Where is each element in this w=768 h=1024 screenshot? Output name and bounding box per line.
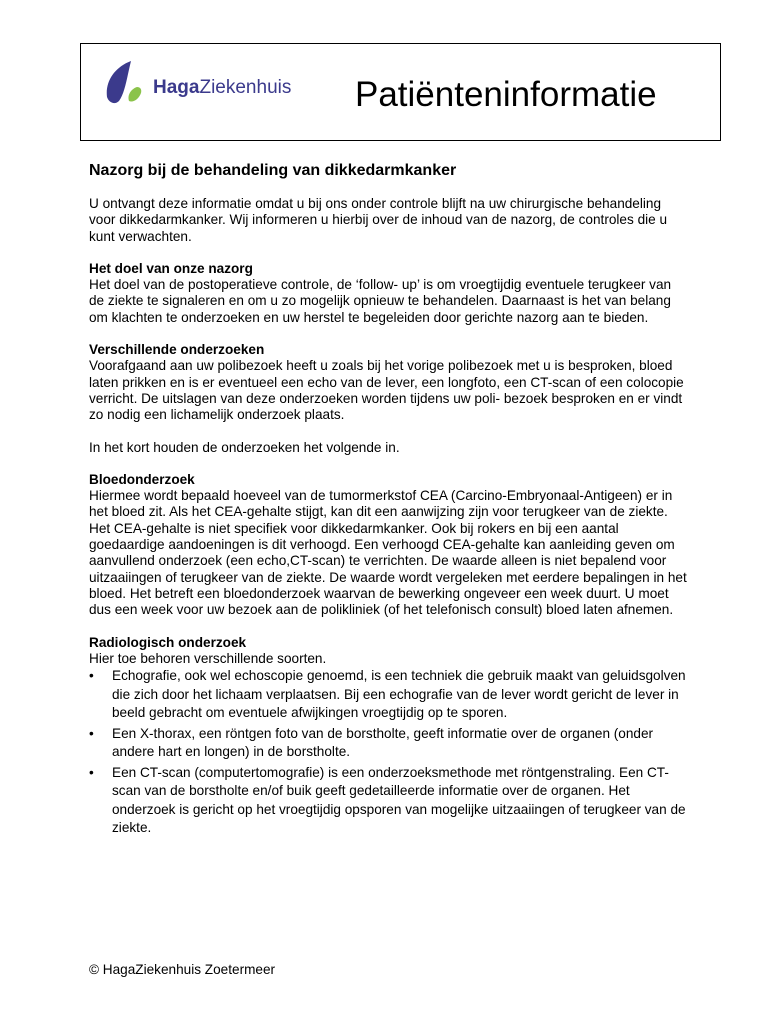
list-item-text: Echografie, ook wel echoscopie genoemd, is een techniek die gebruik maakt van geluidsgolven die zich door het lichaam verplaatsen. Bij een echografie van de lever wordt gericht de lever in beeld gebracht om eventuele afwijkingen vroegtijdig op te sporen.: [112, 668, 686, 721]
section-heading: Bloedonderzoek: [89, 471, 195, 487]
bullet-icon: •: [89, 764, 94, 780]
list-item: [89, 667, 689, 723]
intro-paragraph: U ontvangt deze informatie omdat u bij ons onder controle blijft na uw chirurgische behandeling voor dikkedarmkanker. Wij informeren u hierbij over de inhoud van de nazorg, de controles die u kunt verwachten.: [89, 196, 668, 244]
section-bloedonderzoek: [89, 472, 689, 619]
list-item-text: Een CT-scan (computertomografie) is een onderzoeksmethode met röntgenstraling. Een CT-scan van de borstholte en/of buik geeft gedetailleerde informatie over de organen. Het onderzoek is gericht op het vroegtijdig opsporen van mogelijke uitzaaiingen of terugkeer van de ziekte.: [112, 764, 686, 836]
logo-light: Ziekenhuis: [199, 77, 292, 98]
logo-wordmark: [153, 77, 291, 99]
section-body: In het kort houden de onderzoeken het volgende in.: [89, 439, 400, 455]
leaf-logo-icon: [101, 59, 149, 107]
list-item: [89, 764, 689, 838]
section-heading: Het doel van onze nazorg: [89, 260, 253, 276]
section-radiologisch: [89, 635, 689, 838]
document-body: [89, 161, 689, 840]
section-body: Hiermee wordt bepaald hoeveel van de tumormerkstof CEA (Carcino-Embryonaal-Antigeen) er in het bloed zit. Als het CEA-gehalte stijgt, kan dit een aanwijzing zijn voor terugkeer van de ziekte. Het CEA-gehalte is niet specifiek voor dikkedarmkanker. Ook bij rokers en bij een aantal goedaardige aandoeningen is dit verhoogd. Een verhoogd CEA-gehalte kan aanleiding geven om aanvullend onderzoek (een echo,CT-scan) te verrichten. De waarde alleen is niet bepalend voor uitzaaiingen of terugkeer van de ziekte. De waarde wordt vergeleken met eerdere bepalingen in het bloed. Het betreft een bloedonderzoek waarvan de bewerking ongeveer een week duurt. U moet dus een week voor uw bezoek aan de polikliniek (of het telefonisch consult) bloed laten afnemen.: [89, 488, 687, 618]
section-onderzoeken: [89, 342, 689, 423]
header-box: [80, 43, 721, 141]
hagaziekenhuis-logo: [101, 59, 341, 109]
section-heading: Verschillende onderzoeken: [89, 342, 265, 358]
bullet-icon: •: [89, 725, 94, 741]
list-item-text: Een X-thorax, een röntgen foto van de borstholte, geeft informatie over de organen (onder andere hart en longen) in de borstholte.: [112, 725, 654, 760]
footer-copyright: © HagaZiekenhuis Zoetermeer: [89, 962, 276, 977]
section-body: Voorafgaand aan uw polibezoek heeft u zoals bij het vorige polibezoek met u is besproken, bloed laten prikken en is er eventueel een echo van de lever, een longfoto, een CT-scan of een colocopie verricht. De uitslagen van deze onderzoeken worden tijdens uw poli- bezoek besproken en er vindt zo nodig een lichamelijk onderzoek plaats.: [89, 358, 684, 423]
radiology-intro: Hier toe behoren verschillende soorten.: [89, 650, 327, 666]
radiology-list: [89, 667, 689, 838]
bullet-icon: •: [89, 668, 94, 684]
section-doel: [89, 261, 689, 326]
document-title: Nazorg bij de behandeling van dikkedarmkanker: [89, 162, 457, 179]
section-body: Het doel van de postoperatieve controle, de ‘follow- up’ is om vroegtijdig eventuele terugkeer van de ziekte te signaleren en om u zo mogelijk opnieuw te behandelen. Daarnaast is het van belang om klachten te onderzoeken en uw herstel te begeleiden door gerichte nazorg aan te bieden.: [89, 277, 672, 325]
section-heading: Radiologisch onderzoek: [89, 634, 247, 650]
logo-bold: Haga: [153, 77, 200, 98]
list-item: [89, 725, 689, 762]
header-title: Patiënteninformatie: [355, 75, 657, 114]
section-kort: [89, 440, 689, 456]
